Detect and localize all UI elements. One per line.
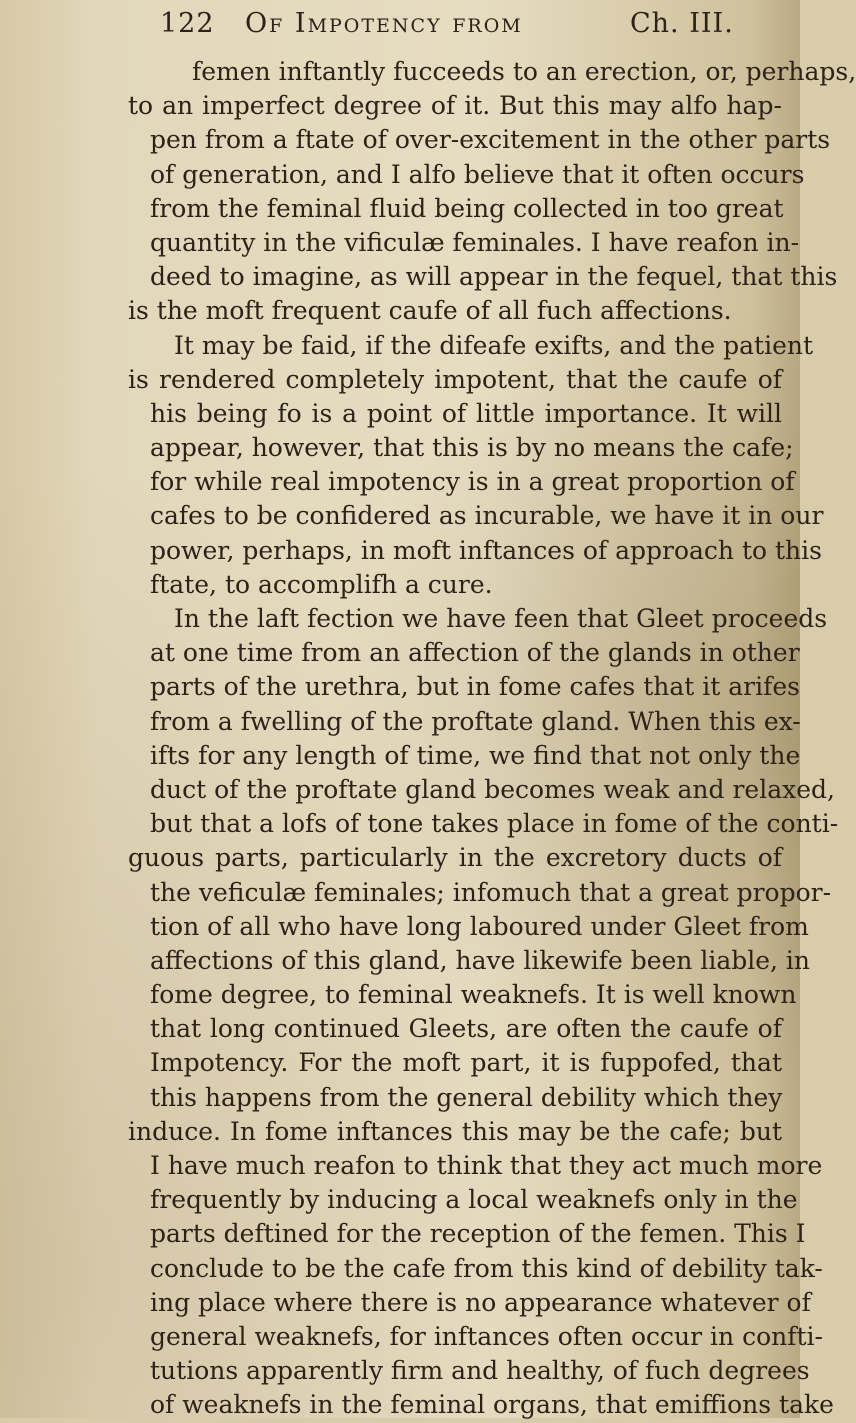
text-line: cafes to be confidered as incurable, we have it in our — [150, 501, 824, 531]
text-line: It may be faid, if the difeafe exifts, and the patient — [174, 330, 814, 360]
text-line: of generation, and I alfo believe that it often occurs — [150, 159, 805, 189]
text-line: femen inftantly fucceeds to an erection, or, perhaps, — [192, 57, 856, 86]
text-line: is the moft frequent caufe of all fuch affections. — [128, 296, 732, 326]
text-line: tion of all who have long laboured under Gleet from — [150, 911, 809, 941]
text-line: parts deftined for the reception of the femen. This I — [150, 1219, 806, 1249]
text-line: deed to imagine, as will appear in the fequel, that this — [150, 262, 838, 292]
text-line: that long continued Gleets, are often the caufe of — [150, 1014, 782, 1044]
text-line: is rendered completely impotent, that the caufe of — [128, 364, 782, 394]
text-line: frequently by inducing a local weaknefs only in the — [150, 1185, 798, 1215]
text-line: conclude to be the cafe from this kind of debility tak- — [150, 1253, 823, 1283]
text-line: of weaknefs in the feminal organs, that emiffions take — [150, 1390, 834, 1420]
text-line: power, perhaps, in moft inftances of approach to this — [150, 535, 822, 565]
text-line: ifts for any length of time, we find that not only the — [150, 740, 801, 770]
text-line: ftate, to accomplifh a cure. — [150, 569, 493, 599]
text-line: but that a lofs of tone takes place in fome of the conti- — [150, 809, 839, 839]
text-line: appear, however, that this is by no means the cafe; — [150, 433, 794, 463]
text-line: the veficulæ feminales; infomuch that a great propor- — [150, 877, 832, 907]
text-line: for while real impotency is in a great proportion of — [150, 467, 795, 497]
text-line: I have much reafon to think that they act much more — [150, 1151, 823, 1180]
text-line: guous parts, particularly in the excretory ducts of — [128, 843, 782, 873]
page-number: 122 — [160, 8, 215, 39]
text-line: parts of the urethra, but in fome cafes that it arifes — [150, 672, 800, 702]
text-line: tutions apparently firm and healthy, of fuch degrees — [150, 1356, 810, 1386]
text-line: duct of the proftate gland becomes weak and relaxed, — [150, 774, 835, 804]
text-line: fome degree, to feminal weaknefs. It is well known — [150, 980, 797, 1010]
text-line: general weaknefs, for inftances often occur in confti- — [150, 1321, 823, 1351]
text-line: from the feminal fluid being collected in too great — [150, 193, 784, 223]
text-line: pen from a ftate of over-excitement in the other parts — [150, 125, 831, 155]
text-line: ing place where there is no appearance whatever of — [150, 1287, 811, 1317]
body-text — [128, 55, 856, 1423]
chapter-label: Ch. III. — [630, 8, 734, 39]
text-line: In the laft fection we have feen that Gleet proceeds — [174, 604, 828, 633]
text-line: Impotency. For the moft part, it is fuppofed, that — [150, 1048, 782, 1078]
text-line: induce. In fome inftances this may be the cafe; but — [128, 1116, 782, 1146]
text-line: from a fwelling of the proftate gland. When this ex- — [150, 706, 801, 736]
running-header — [160, 8, 780, 48]
text-line: quantity in the vificulæ feminales. I have reafon in- — [150, 227, 800, 257]
text-line: this happens from the general debility which they — [150, 1082, 783, 1112]
running-title: Of Impotency from — [245, 8, 523, 39]
text-line: affections of this gland, have likewife been liable, in — [150, 945, 811, 975]
text-line: his being fo is a point of little importance. It will — [150, 398, 782, 428]
text-line: at one time from an affection of the glands in other — [150, 638, 800, 668]
text-line: to an imperfect degree of it. But this may alfo hap- — [128, 91, 782, 121]
